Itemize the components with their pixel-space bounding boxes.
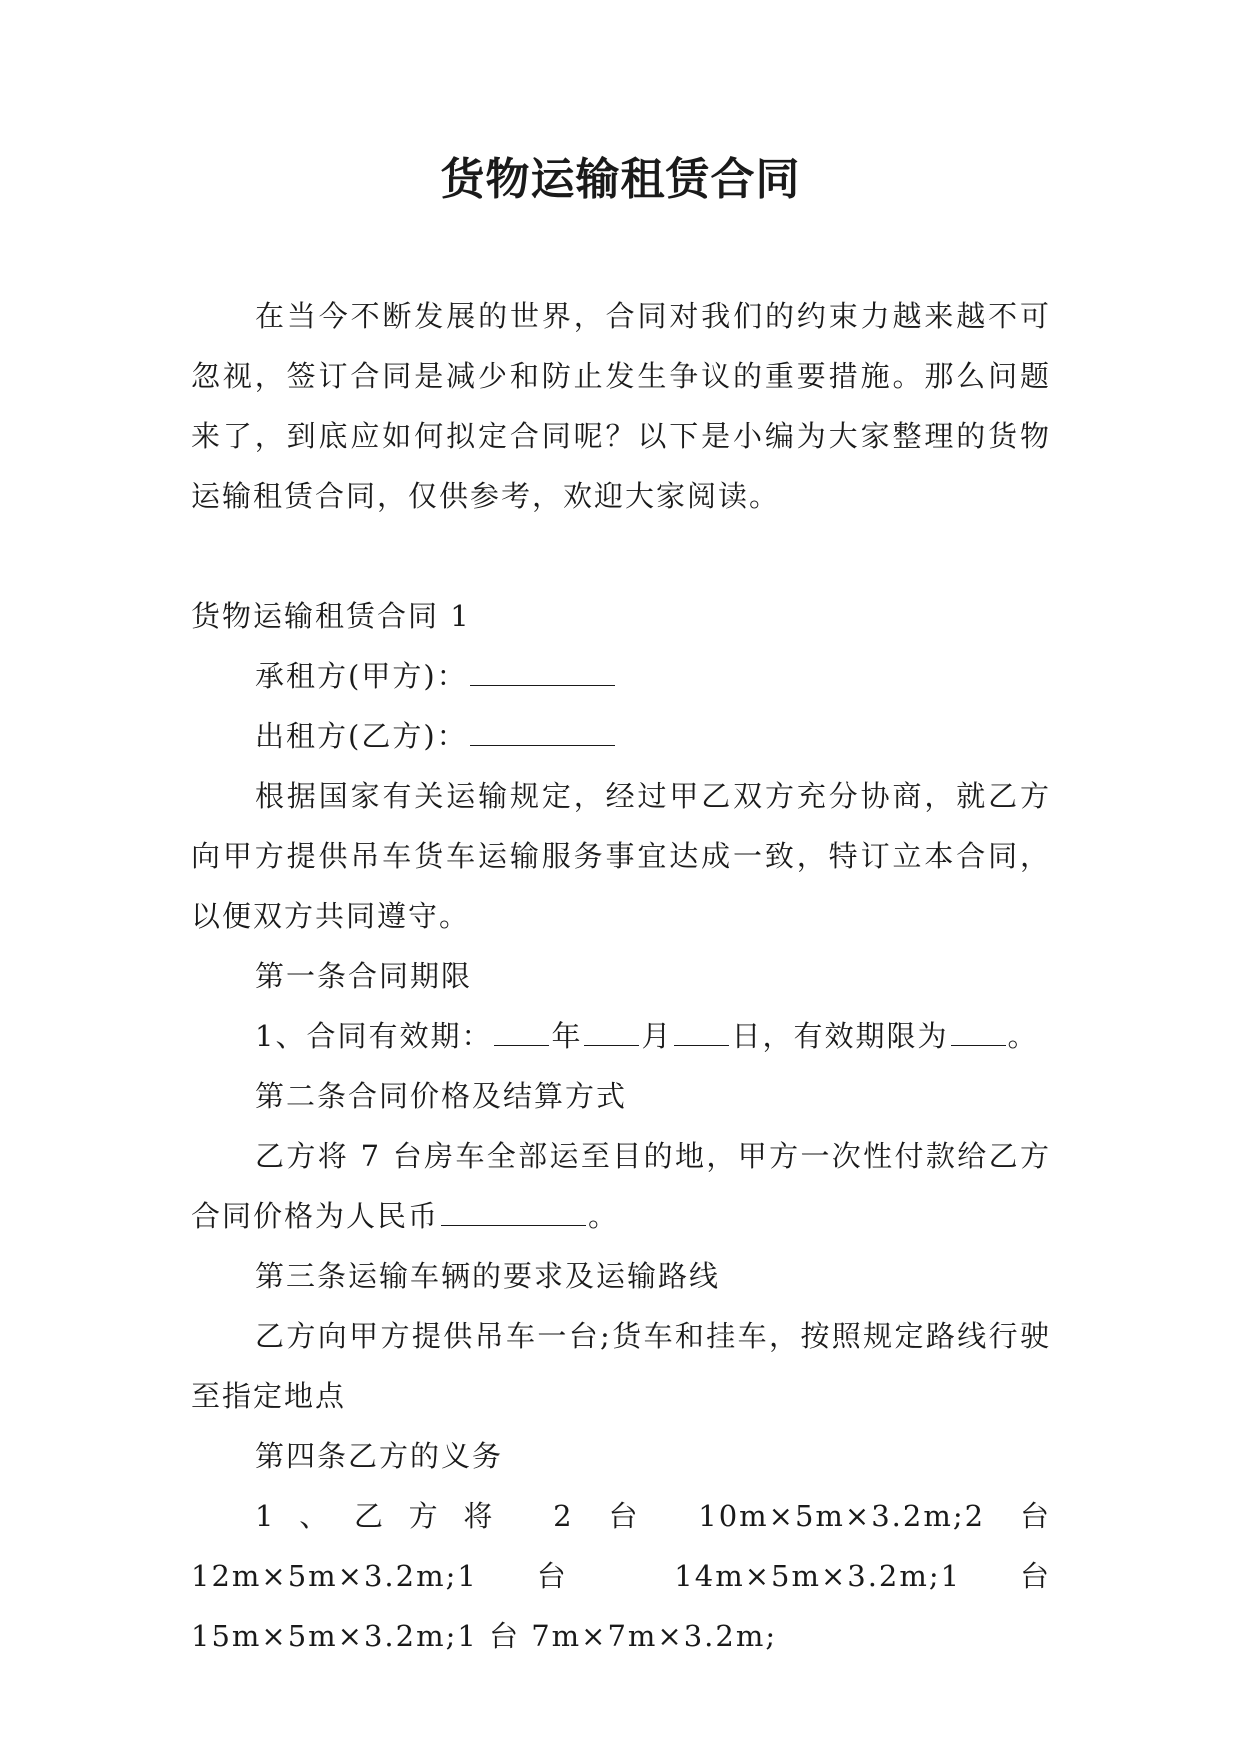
article1-item1-prefix: 1、合同有效期： <box>255 1019 493 1053</box>
party-a-line <box>191 646 1051 706</box>
document-title: 货物运输租赁合同 <box>440 154 801 205</box>
day-label: 日，有效期限为 <box>731 1019 949 1053</box>
article1-item1-end: 。 <box>1007 1019 1039 1053</box>
article2-title: 第二条合同价格及结算方式 <box>255 1079 628 1113</box>
article2-end: 。 <box>588 1199 620 1233</box>
article2-paragraph <box>191 1126 1051 1246</box>
year-label: 年 <box>551 1019 583 1053</box>
article4-title: 第四条乙方的义务 <box>255 1439 504 1473</box>
party-b-label: 出租方(乙方)： <box>255 719 468 753</box>
year-blank <box>494 1015 549 1046</box>
party-b-line <box>191 706 1051 766</box>
month-label: 月 <box>641 1019 673 1053</box>
article3-paragraph: 乙方向甲方提供吊车一台;货车和挂车，按照规定路线行驶至指定地点 <box>191 1319 1051 1413</box>
period-blank <box>951 1015 1006 1046</box>
party-a-label: 承租方(甲方)： <box>255 659 468 693</box>
party-a-blank <box>470 655 615 686</box>
contract-heading: 货物运输租赁合同 1 <box>191 599 471 633</box>
article3-title: 第三条运输车辆的要求及运输路线 <box>255 1259 721 1293</box>
month-blank <box>584 1015 639 1046</box>
intro-paragraph: 在当今不断发展的世界，合同对我们的约束力越来越不可忽视，签订合同是减少和防止发生争议的重要措施。那么问题来了，到底应如何拟定合同呢？以下是小编为大家整理的货物运输租赁合同，仅供参考，欢迎大家阅读。 <box>191 299 1051 513</box>
party-b-blank <box>470 715 615 746</box>
article1-title: 第一条合同期限 <box>255 959 473 993</box>
article2-text: 乙方将 7 台房车全部运至目的地，甲方一次性付款给乙方合同价格为人民币 <box>191 1139 1051 1233</box>
document-body <box>191 286 1051 1666</box>
article4-item1: 1、乙方将 2 台 10m×5m×3.2m;2 台 12m×5m×3.2m;1 台 14m×5m×3.2m;1 台 15m×5m×3.2m;1 台 7m×7m×3.2m; <box>191 1499 1051 1653</box>
paragraph-gap <box>191 526 1051 586</box>
day-blank <box>674 1015 729 1046</box>
article1-item1 <box>191 1006 1051 1066</box>
price-blank <box>441 1195 586 1226</box>
preamble-paragraph: 根据国家有关运输规定，经过甲乙双方充分协商，就乙方向甲方提供吊车货车运输服务事宜达成一致，特订立本合同，以便双方共同遵守。 <box>191 779 1051 933</box>
